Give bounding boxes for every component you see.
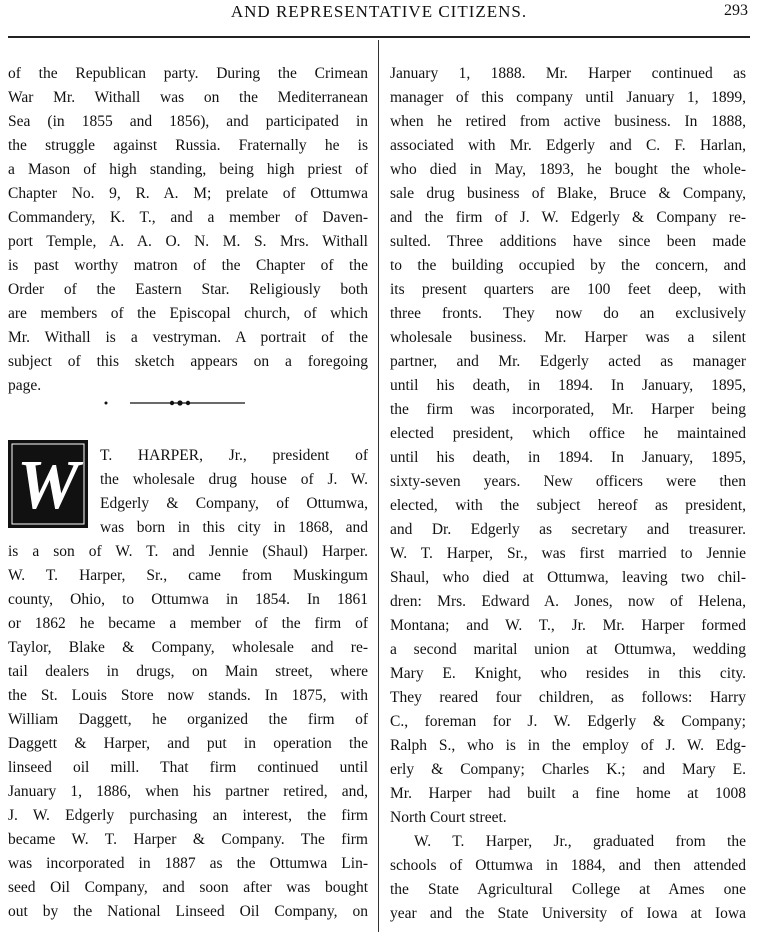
text-line: Taylor, Blake & Company, wholesale and re-	[8, 639, 368, 656]
text-line: and the firm of J. W. Edgerly & Company re-	[390, 209, 746, 226]
drop-cap-letter: W	[16, 447, 80, 524]
text-line: elected president, which office he maintained	[390, 425, 746, 442]
text-line: Mary E. Knight, who resides in this city.	[390, 665, 746, 682]
text-line: seed Oil Company, and soon after was bought	[8, 879, 368, 896]
text-line: W. T. Harper, Jr., graduated from the	[414, 833, 746, 850]
column-divider	[378, 40, 379, 932]
text-line: C., foreman for J. W. Edgerly & Company;	[390, 713, 746, 730]
drop-cap-initial	[8, 440, 88, 528]
text-line: became W. T. Harper & Company. The firm	[8, 831, 368, 848]
text-line: port Temple, A. A. O. N. M. S. Mrs. Withall	[8, 233, 368, 250]
text-line: is a son of W. T. and Jennie (Shaul) Harper.	[8, 543, 368, 560]
text-line: a Mason of high standing, being high priest of	[8, 161, 368, 178]
running-header	[0, 0, 758, 30]
text-line: sixty-seven years. New officers were then	[390, 473, 746, 490]
text-line: the struggle against Russia. Fraternally he is	[8, 137, 368, 154]
text-line: Edgerly & Company, of Ottumwa,	[100, 495, 368, 512]
text-line: the firm was incorporated, Mr. Harper being	[390, 401, 746, 418]
text-line: the wholesale drug house of J. W.	[100, 471, 368, 488]
text-line: W. T. Harper, Sr., was first married to Jennie	[390, 545, 746, 562]
text-line: subject of this sketch appears on a foregoing	[8, 353, 368, 370]
text-line: North Court street.	[390, 809, 507, 826]
text-line: three fronts. They now do an exclusively	[390, 305, 746, 322]
running-title: AND REPRESENTATIVE CITIZENS.	[230, 2, 528, 21]
text-line: of the Republican party. During the Crimean	[8, 65, 368, 82]
text-line: Mr. Withall is a vestryman. A portrait of the	[8, 329, 368, 346]
text-line: out by the National Linseed Oil Company, on	[8, 903, 368, 920]
text-line: Montana; and W. T., Jr. Mr. Harper formed	[390, 617, 746, 634]
text-line: Mr. Harper had built a fine home at 1008	[390, 785, 746, 802]
text-line: is past worthy matron of the Chapter of the	[8, 257, 368, 274]
text-line: Shaul, who died at Ottumwa, leaving two chil-	[390, 569, 746, 586]
text-line: sulted. Three additions have since been made	[390, 233, 746, 250]
text-line: erly & Company; Charles K.; and Mary E.	[390, 761, 746, 778]
section-ornament	[100, 396, 250, 410]
text-line: January 1, 1888. Mr. Harper continued as	[390, 65, 746, 82]
text-line: who died in May, 1893, he bought the whole-	[390, 161, 746, 178]
text-line: wholesale business. Mr. Harper was a silent	[390, 329, 746, 346]
text-line: W. T. Harper, Sr., came from Muskingum	[8, 567, 368, 584]
text-line: Sea (in 1855 and 1856), and participated in	[8, 113, 368, 130]
text-line: elected, with the subject hereof as president,	[390, 497, 746, 514]
text-line: William Daggett, he organized the firm of	[8, 711, 368, 728]
text-line: T. HARPER, Jr., president of	[100, 447, 368, 464]
text-line: was incorporated in 1887 as the Ottumwa Lin-	[8, 855, 368, 872]
header-rule	[8, 36, 750, 38]
page-number: 293	[724, 2, 748, 19]
text-line: Chapter No. 9, R. A. M; prelate of Ottumwa	[8, 185, 368, 202]
text-line: tail dealers in drugs, on Main street, where	[8, 663, 368, 680]
left-column-bottom	[8, 540, 368, 924]
text-line: manager of this company until January 1, 1899,	[390, 89, 746, 106]
text-line: and Dr. Edgerly as secretary and treasurer.	[390, 521, 746, 538]
left-column-top	[8, 62, 368, 398]
text-line: partner, and Mr. Edgerly acted as manager	[390, 353, 746, 370]
text-line: until his death, in 1894. In January, 1895,	[390, 449, 746, 466]
text-line: J. W. Edgerly purchasing an interest, the firm	[8, 807, 368, 824]
text-line: linseed oil mill. That firm continued until	[8, 759, 368, 776]
text-line: associated with Mr. Edgerly and C. F. Harlan,	[390, 137, 746, 154]
text-line: county, Ohio, to Ottumwa in 1854. In 1861	[8, 591, 368, 608]
text-line: until his death, in 1894. In January, 1895,	[390, 377, 746, 394]
text-line: are members of the Episcopal church, of which	[8, 305, 368, 322]
text-line: page.	[8, 377, 42, 394]
right-column	[390, 62, 746, 926]
text-line: the St. Louis Store now stands. In 1875, with	[8, 687, 368, 704]
text-line: War Mr. Withall was on the Mediterranean	[8, 89, 368, 106]
text-line: schools of Ottumwa in 1884, and then attended	[390, 857, 746, 874]
text-line: January 1, 1886, when his partner retired, and,	[8, 783, 368, 800]
text-line: Daggett & Harper, and put in operation the	[8, 735, 368, 752]
text-line: year and the State University of Iowa at Iowa	[390, 905, 746, 922]
text-line: a second marital union at Ottumwa, wedding	[390, 641, 746, 658]
drop-cap-paragraph	[100, 444, 368, 540]
text-line: Commandery, K. T., and a member of Daven-	[8, 209, 368, 226]
text-line: They reared four children, as follows: Harry	[390, 689, 746, 706]
text-line: was born in this city in 1868, and	[100, 519, 368, 536]
text-line: the State Agricultural College at Ames one	[390, 881, 746, 898]
text-line: Ralph S., who is in the employ of J. W. Edg-	[390, 737, 746, 754]
text-line: to the building occupied by the concern, and	[390, 257, 746, 274]
text-line: its present quarters are 100 feet deep, with	[390, 281, 746, 298]
text-line: when he retired from active business. In 1888,	[390, 113, 746, 130]
text-line: Order of the Eastern Star. Religiously both	[8, 281, 368, 298]
text-line: dren: Mrs. Edward A. Jones, now of Helena,	[390, 593, 746, 610]
text-line: or 1862 he became a member of the firm of	[8, 615, 368, 632]
text-line: sale drug business of Blake, Bruce & Company,	[390, 185, 746, 202]
